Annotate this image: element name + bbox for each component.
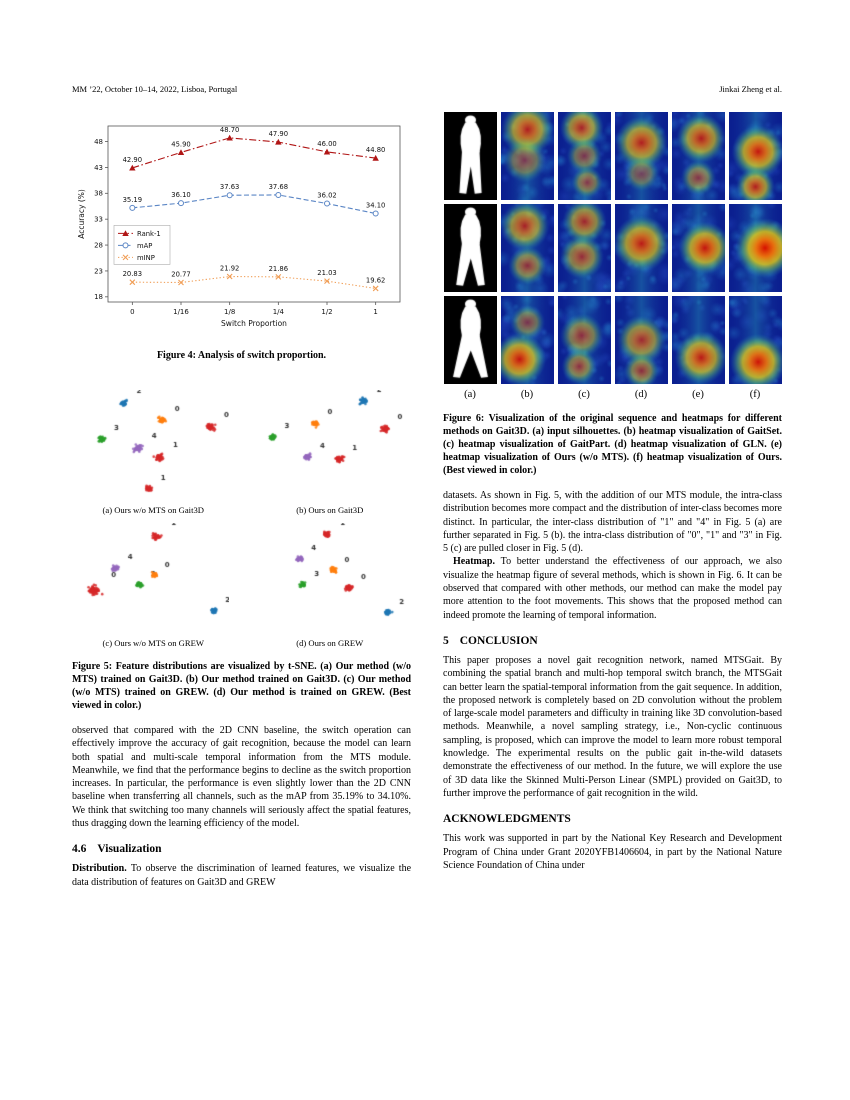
heatmap-grid <box>443 112 782 384</box>
col-label-d: (d) <box>634 389 648 400</box>
figure6 <box>443 112 782 477</box>
paragraph-distribution <box>72 862 411 889</box>
fig6-heatmap-row2-cole <box>672 296 725 384</box>
svg-text:20.83: 20.83 <box>122 270 142 279</box>
fig6-heatmap-row1-colc <box>558 204 611 292</box>
fig6-heatmap-row0-cold <box>615 112 668 200</box>
svg-text:36.10: 36.10 <box>170 191 191 200</box>
fig6-heatmap-row0-colc <box>558 112 611 200</box>
svg-text:0: 0 <box>129 308 135 316</box>
figure5-caption: Figure 5: Feature distributions are visualized by t-SNE. (a) Our method (w/o MTS) trained on Gait3D. (b) Our method trained on Gait3D. (c) Our method (w/o MTS) trained on GREW. (d) Our method is trained on GREW. (Best viewed in color.) <box>72 661 411 711</box>
fig6-heatmap-row2-colf <box>729 296 782 384</box>
right-column <box>443 112 782 872</box>
svg-text:Accuracy (%): Accuracy (%) <box>76 189 86 239</box>
paragraph-lead-heatmap: Heatmap. <box>453 556 495 568</box>
fig6-heatmap-row0-colf <box>729 112 782 200</box>
svg-text:23: 23 <box>93 267 103 276</box>
paragraph-lead-distribution: Distribution. <box>72 863 127 875</box>
fig6-heatmap-row1-colf <box>729 204 782 292</box>
switch-proportion-chart <box>74 112 410 344</box>
section-4-6-heading <box>72 843 411 855</box>
svg-text:1: 1 <box>372 308 378 316</box>
tsne-plot-d <box>254 523 406 635</box>
svg-text:37.63: 37.63 <box>219 183 239 192</box>
fig6-heatmap-row0-colb <box>501 112 554 200</box>
col-label-e: (e) <box>692 389 704 400</box>
page-header <box>72 84 782 94</box>
paragraph-acknowledgments: This work was supported in part by the National Key Research and Development Program of China under Grant 2020YFB1406604, in part by the National Nature Science Foundation of China under <box>443 833 782 871</box>
svg-text:19.62: 19.62 <box>365 276 385 285</box>
svg-text:42.90: 42.90 <box>122 155 142 164</box>
svg-text:21.86: 21.86 <box>268 264 288 273</box>
figure4-caption: Figure 4: Analysis of switch proportion. <box>156 350 327 361</box>
tsne-sublabel-a: (a) Ours w/o MTS on Gait3D <box>102 505 204 515</box>
svg-text:48.70: 48.70 <box>219 125 239 134</box>
tsne-plot-c <box>77 523 229 635</box>
figure6-caption: Figure 6: Visualization of the original sequence and heatmaps for different methods on Gait3D. (a) input silhouettes. (b) heatmap visualization of GaitSet. (c) heatmap visualization of GaitPart. (d) heatmap visualization of GLN. (e) heatmap visualization of Ours (w/o MTS). (f) heatmap visualization of Ours. (Best viewed in color.) <box>443 413 782 476</box>
acknowledgments-heading: ACKNOWLEDGMENTS <box>443 813 571 826</box>
svg-text:1/8: 1/8 <box>223 308 235 316</box>
svg-text:18: 18 <box>93 293 103 302</box>
fig6-heatmap-row1-cole <box>672 204 725 292</box>
section-title: CONCLUSION <box>459 634 538 647</box>
tsne-sublabel-d: (d) Ours on GREW <box>296 638 364 648</box>
svg-text:33: 33 <box>93 215 103 224</box>
svg-text:47.90: 47.90 <box>268 130 288 139</box>
fig6-silhouette-row2 <box>444 296 497 384</box>
svg-text:48: 48 <box>93 137 103 146</box>
svg-text:37.68: 37.68 <box>268 182 288 191</box>
svg-text:mAP: mAP <box>136 241 152 250</box>
tsne-panel-b <box>251 390 410 515</box>
fig6-heatmap-row1-colb <box>501 204 554 292</box>
svg-text:43: 43 <box>93 163 103 172</box>
svg-text:45.90: 45.90 <box>170 140 191 149</box>
svg-text:1/4: 1/4 <box>272 308 284 316</box>
conference-info: MM ’22, October 10–14, 2022, Lisboa, Portugal <box>72 84 238 94</box>
fig6-heatmap-row2-colb <box>501 296 554 384</box>
series-mAP-line <box>132 195 375 214</box>
tsne-plot-a <box>77 390 229 502</box>
col-label-f: (f) <box>749 389 761 400</box>
fig6-heatmap-row0-cole <box>672 112 725 200</box>
tsne-sublabel-b: (b) Ours on Gait3D <box>296 505 364 515</box>
series-mINP-line <box>132 277 375 289</box>
paragraph-distribution-text: To observe the discrimination of learned features, we visualize the data distribution of features on Gait3D and GREW <box>72 863 412 888</box>
figure5 <box>72 390 411 712</box>
svg-text:Switch Proportion: Switch Proportion <box>220 319 287 328</box>
paragraph-conclusion: This paper proposes a novel gait recognition network, named MTSGait. By combining the spatial branch and multi-hop temporal switch branch, the MTSGait can better learn the spatial-temporal information from the gait sequence. In addition, the proposed network is completely based on 2D convolution without the problem of large-scale model parameters and difficulty in training like 3D convolution-based methods. Meanwhile, a novel sampling strategy, i.e., Non-cyclic continuous sampling, is proposed, which can improve the model to learn more robust temporal knowledge. The experimental results on the public gait in-the-wild datasets demonstrate the effectiveness of our method. In the future, we will explore the use of 3D data like the Skinned Multi-Person Linear (SMPL) provided on Gait3D, to further improve the performance of gait recognition in the wild. <box>443 654 782 799</box>
tsne-panel-c <box>74 523 233 648</box>
left-column <box>72 112 411 889</box>
svg-text:Rank-1: Rank-1 <box>136 229 161 238</box>
paragraph-switch-discussion: observed that compared with the 2D CNN baseline, the switch operation can effectively improve the accuracy of gait recognition, because the model can learn both spatial and multi-scale temporal information from the MTS module. Meanwhile, we find that the performance begins to decline as the switch proportion increases. In particular, the performance is even slightly lower than the 2D CNN baseline when transferring all channels, such as the mAP from 35.19% to 34.10%. We think that switching too many channels will seriously affect the spatial features, thus dragging down the learning efficiency of the model. <box>72 725 411 830</box>
col-label-c: (c) <box>578 389 590 400</box>
section-title: Visualization <box>97 843 162 856</box>
svg-text:20.77: 20.77 <box>170 270 191 279</box>
svg-text:1/2: 1/2 <box>320 308 333 316</box>
fig6-heatmap-row2-colc <box>558 296 611 384</box>
tsne-panel-a <box>74 390 233 515</box>
section-5-heading <box>443 635 782 647</box>
figure4 <box>72 112 411 362</box>
section-number: 4.6 <box>72 843 87 856</box>
authors-running-head: Jinkai Zheng et al. <box>719 84 782 94</box>
svg-text:35.19: 35.19 <box>122 195 142 204</box>
paragraph-heatmap-text: To better understand the effectiveness of our approach, we also visualize the heatmap figure of several methods, which is shown in Fig. 6. It can be observed that compared with other methods, our method can make the model pay more attention to the foot movements. This shows that the proposed method can indeed promote the learning of temporal information. <box>443 556 782 621</box>
tsne-plot-b <box>254 390 406 502</box>
svg-text:36.02: 36.02 <box>316 191 337 200</box>
svg-text:28: 28 <box>93 241 103 250</box>
svg-text:21.03: 21.03 <box>316 269 337 278</box>
fig6-heatmap-row1-cold <box>615 204 668 292</box>
svg-text:1/16: 1/16 <box>172 308 189 316</box>
series-Rank-1-line <box>132 138 375 168</box>
tsne-panel-d <box>251 523 410 648</box>
section-number: 5 <box>443 634 449 647</box>
fig6-silhouette-row1 <box>444 204 497 292</box>
svg-text:mINP: mINP <box>136 253 155 262</box>
figure6-column-labels <box>443 389 782 400</box>
svg-text:34.10: 34.10 <box>365 201 385 210</box>
tsne-sublabel-c: (c) Ours w/o MTS on GREW <box>102 638 204 648</box>
fig6-silhouette-row0 <box>444 112 497 200</box>
paragraph-datasets: datasets. As shown in Fig. 5, with the addition of our MTS module, the intra-class distribution becomes more compact and the distribution of inter-class becomes more distinct. In particular, the inter-class distribution of "1" and "4" in Fig. 5 (a) are further separated in Fig. 5 (b). the intra-class distribution of "0", "1" and "3" in Fig. 5 (c) are pulled closer in Fig. 5 (d). <box>443 490 782 555</box>
svg-text:38: 38 <box>93 189 103 198</box>
tsne-grid <box>74 390 409 648</box>
fig6-heatmap-row2-cold <box>615 296 668 384</box>
paragraph-heatmap <box>443 555 782 621</box>
svg-text:44.80: 44.80 <box>365 146 385 155</box>
svg-text:21.92: 21.92 <box>219 264 239 273</box>
svg-text:46.00: 46.00 <box>316 139 337 148</box>
col-label-a: (a) <box>464 389 476 400</box>
col-label-b: (b) <box>520 389 534 400</box>
